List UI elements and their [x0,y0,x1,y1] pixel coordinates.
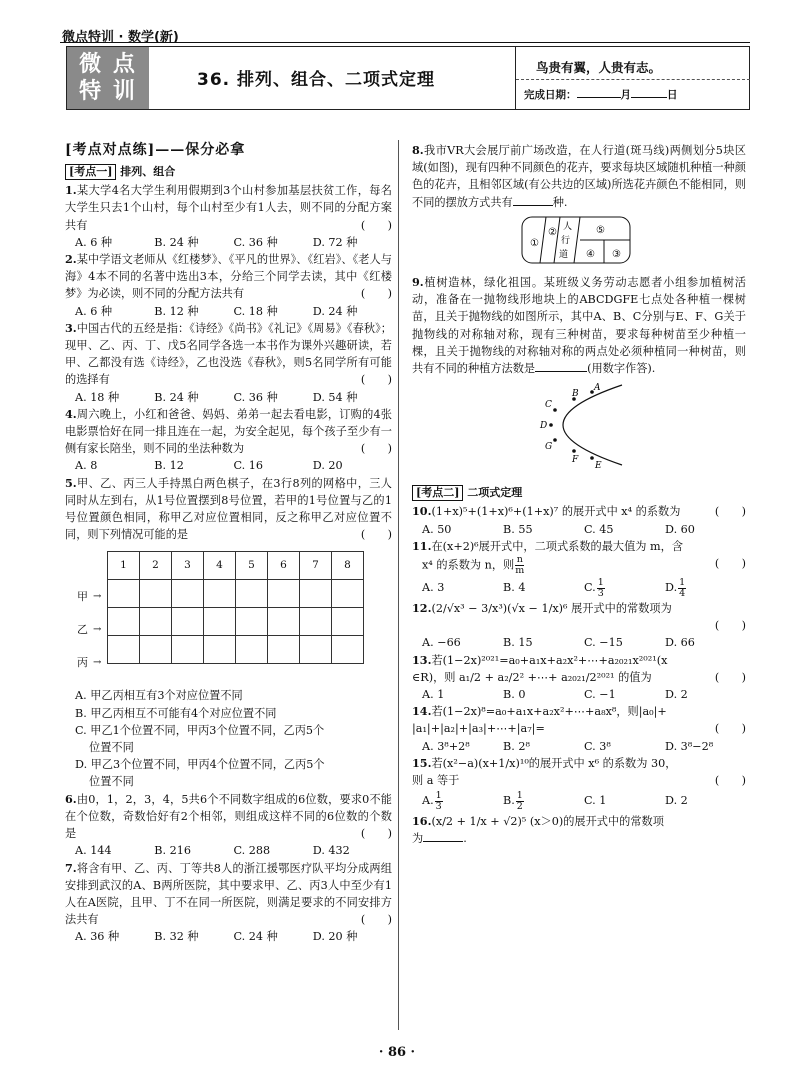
q2-option-d[interactable]: D. 24 种 [312,304,358,318]
q11-option-a[interactable]: A. 3 [422,581,445,595]
section-title: [考点对点练]——保分必拿 [65,142,246,158]
q10-option-b[interactable]: B. 55 [503,522,533,536]
grid-row-yi [108,608,364,636]
q6-answer-paren[interactable]: ( ) [360,827,392,841]
q4-number: 4. [65,406,77,421]
q15-number: 15. [412,755,432,770]
question-1 [65,182,392,251]
q13-option-a[interactable]: A. 1 [422,688,445,702]
region-4-label: ④ [586,248,595,260]
grid-header-row [108,552,364,580]
q10-option-c[interactable]: C. 45 [584,522,614,536]
q11-frac-numerator: n [516,554,523,566]
q11-text-2: x⁴ 的系数为 n，则 [422,558,515,572]
q13-answer-paren[interactable]: ( ) [714,670,746,684]
q12-option-d[interactable]: D. 66 [665,636,695,650]
title-banner [66,46,750,110]
q4-option-c[interactable]: C. 16 [233,459,264,473]
row-arrow-icon: → [93,591,102,603]
q4-option-d[interactable]: D. 20 [312,459,343,473]
q5-option-a[interactable]: A. 甲乙丙相互有3个对应位置不同 [75,689,243,703]
question-6 [65,791,392,860]
q10-text: (1+x)⁵+(1+x)⁶+(1+x)⁷ 的展开式中 x⁴ 的系数为 [431,505,681,519]
date-label: 完成日期： [524,89,577,101]
point-1-tag: [考点一] [65,164,116,180]
q12-answer-paren[interactable]: ( ) [714,619,746,633]
badge-line-2: 特 训 [79,79,137,104]
q7-text: 将含有甲、乙、丙、丁等共8人的浙江援鄂医疗队平均分成两组安排到武汉的A、B两所医院，其中要求甲、乙、丙3人中至少有1人在A医院，且甲、丁不在同一所医院，则满足要求的不同安排方法共有 [65,861,392,927]
q5-option-c[interactable]: C. 甲乙1个位置不同，甲丙3个位置不同，乙丙5个 [75,723,325,737]
point-c-label: C [545,400,552,411]
q7-option-a[interactable]: A. 36 种 [75,930,120,944]
q9-tail: (用数字作答). [587,362,656,376]
q15-a-num: 1 [435,789,442,801]
q14-answer-paren[interactable]: ( ) [714,722,746,736]
q2-option-a[interactable]: A. 6 种 [75,304,113,318]
q15-text-2: 则 a 等于 [412,774,460,788]
q8-region-figure [520,215,632,265]
q5-option-d[interactable]: D. 甲乙3个位置不同，甲丙4个位置不同，乙丙5个 [75,758,325,772]
q11-option-d[interactable] [665,576,746,600]
q11-d-num: 1 [679,576,686,588]
question-14 [412,703,746,755]
row-label-yi: 乙 [77,623,88,637]
column-divider [398,140,399,1030]
q14-number: 14. [412,704,432,719]
q2-option-c[interactable]: C. 18 种 [233,304,278,318]
q9-text: 植树造林，绿化祖国。某班级义务劳动志愿者小组参加植树活动，准备在一抛物线形地块上的ABCDGFE七点处各种植一棵树苗，且关于抛物线的如图所示，其中A、B、C分别与E、F、G关于抛物线的对称轴对称，现有三种树苗，要求每种树苗至少种植一棵，且关于抛物线的对称轴对称的两点处必须种植同一种树苗，则共有不同的种植方法数是 [412,276,746,376]
q15-option-b[interactable] [503,789,584,813]
point-2-heading [412,482,746,503]
q6-option-a[interactable]: A. 144 [75,844,112,858]
q4-answer-paren[interactable]: ( ) [360,442,392,456]
q7-number: 7. [65,860,77,875]
region-3-label: ③ [612,248,621,260]
q15-text-1: 若(x²−a)(x+1/x)¹⁰的展开式中 x⁶ 的系数为 30， [431,756,677,770]
q1-number: 1. [65,183,77,198]
q7-answer-paren[interactable]: ( ) [360,913,392,927]
section-badge [67,47,149,109]
q14-text-1: 若(1−2x)⁸=a₀+a₁x+a₂x²+⋯+a₈x⁸，则|a₀|+ [431,705,667,719]
q2-answer-paren[interactable]: ( ) [360,287,392,301]
q5-grid [107,551,364,664]
q9-number: 9. [412,275,424,290]
q16-text-1: (x/2 + 1/x + √2)⁵ (x＞0)的展开式中的常数项 [431,815,664,829]
q5-option-b[interactable]: B. 甲乙丙相互不可能有4个对应位置不同 [75,706,277,720]
q15-b-den: 2 [516,800,523,812]
question-10 [412,503,746,537]
question-3 [65,320,392,406]
q12-option-c[interactable]: C. −15 [584,636,623,650]
q15-b-prefix: B. [503,794,515,808]
q14-option-b[interactable]: B. 2⁸ [503,739,530,753]
q1-option-c[interactable]: C. 36 种 [233,235,278,249]
q12-number: 12. [412,601,432,616]
q5-number: 5. [65,475,77,490]
q14-option-a[interactable]: A. 3⁸+2⁸ [422,739,470,753]
q6-options [65,842,392,859]
q9-parabola-figure [522,379,632,471]
q10-option-a[interactable]: A. 50 [422,522,452,536]
q13-text-1: 若(1−2x)²⁰²¹=a₀+a₁x+a₂x²+⋯+a₂₀₂₁x²⁰²¹(x [431,653,668,667]
q11-d-prefix: D. [665,581,678,595]
running-head: 微点特训 · 数学(新) [62,30,179,45]
row-label-jia: 甲 [77,590,88,604]
q11-fraction [515,555,524,576]
q13-option-b[interactable]: B. 0 [503,688,526,702]
q1-options [65,234,392,251]
grid-col-8: 8 [332,552,364,580]
q8-tail: 种. [552,195,568,209]
question-15 [412,755,746,813]
q11-c-prefix: C. [584,581,596,595]
q15-options [412,789,746,813]
q7-options [65,928,392,945]
q9-answer-blank[interactable] [535,361,587,372]
region-1-label: ① [530,237,539,249]
q8-text: 我市VR大会展厅前广场改造，在人行道(斑马线)两侧划分5块区域(如图)，现有四种不同颜色的花卉，要求每块区域随机种植一种颜色的花卉，且相邻区域(有公共边的区域)所选花卉颜色不能相同，则不同的摆放方式共有 [412,144,746,209]
point-1-name: 排列、组合 [120,165,176,179]
q14-options [412,738,746,755]
left-column [65,142,392,946]
q6-option-b[interactable]: B. 216 [154,844,191,858]
row-arrow-icon: → [93,624,102,636]
point-d-label: D [540,421,548,432]
question-8 [412,142,746,274]
q2-text: 某中学语文老师从《红楼梦》、《平凡的世界》、《红岩》、《老人与海》4本不同的名著中选出3本，分给三个同学去读，其中《红楼梦》为必读，则不同的分配方法共有 [65,253,392,301]
q1-option-d[interactable]: D. 72 种 [312,235,358,249]
q14-text-2: |a₁|+|a₂|+|a₃|+⋯+|a₇|= [412,722,545,736]
q12-option-a[interactable]: A. −66 [422,636,461,650]
q10-answer-paren[interactable]: ( ) [714,505,746,519]
grid-col-3: 3 [172,552,204,580]
motto: 鸟贵有翼，人贵有志。 [536,60,662,75]
q15-a-fraction [435,791,443,812]
q12-text: 展开式中的常数项为 [571,602,672,616]
q16-tail: . [463,832,467,846]
point-g-label: G [545,442,553,453]
q11-number: 11. [412,538,432,553]
crosswalk-label-2: 行 [561,235,571,246]
q10-options [412,521,746,538]
q13-option-d[interactable]: D. 2 [665,688,688,702]
q1-answer-paren[interactable]: ( ) [360,218,392,232]
q3-options [65,389,392,406]
grid-row-bing [108,636,364,664]
day-label: 日 [667,89,678,101]
question-13 [412,652,746,704]
q11-d-den: 4 [679,587,686,599]
q5-answer-paren[interactable]: ( ) [360,528,392,542]
q10-number: 10. [412,504,432,519]
point-2-tag: [考点二] [412,485,463,501]
point-1-heading [65,161,392,182]
q13-options [412,686,746,703]
day-blank[interactable] [631,87,667,98]
q16-text-2: 为 [412,832,424,846]
month-label: 月 [620,89,631,101]
header-rule [60,42,750,43]
grid-col-6: 6 [268,552,300,580]
q11-option-b[interactable]: B. 4 [503,581,526,595]
q5-option-c-cont: 位置不同 [89,741,134,755]
q11-d-fraction [678,578,686,599]
month-blank[interactable] [577,87,621,98]
grid-col-5: 5 [236,552,268,580]
q11-option-c[interactable] [584,576,665,600]
q11-frac-denominator: m [515,565,525,577]
q6-text: 由0，1，2，3，4，5共6个不同数字组成的6位数，要求0不能在个位数，奇数恰好有2个相邻，则组成这样不同的6位数的个数是 [65,792,392,841]
right-column [412,142,746,848]
question-4 [65,406,392,475]
q15-a-den: 3 [435,800,442,812]
q14-option-c[interactable]: C. 3⁸ [584,739,611,753]
motto-separator [516,79,750,80]
q5-grid-figure [65,551,392,679]
q11-answer-paren[interactable]: ( ) [714,557,746,571]
q8-answer-blank[interactable] [513,195,553,206]
page-title: 36. 排列、组合、二项式定理 [197,70,436,90]
q8-number: 8. [412,143,424,157]
q4-option-b[interactable]: B. 12 [154,459,184,473]
q7-option-d[interactable]: D. 20 种 [312,930,358,944]
q3-option-c[interactable]: C. 36 种 [233,390,278,404]
question-2 [65,251,392,320]
q12-options [412,634,746,651]
point-e-label: E [595,461,602,472]
region-5-label: ⑤ [596,224,605,236]
q15-a-prefix: A. [422,794,434,808]
grid-col-1: 1 [108,552,140,580]
region-2-label: ② [548,226,557,238]
q1-option-b[interactable]: B. 24 种 [154,235,199,249]
q11-c-num: 1 [597,576,604,588]
q15-b-fraction [516,791,524,812]
point-a-label: A [594,383,601,394]
q3-option-d[interactable]: D. 54 种 [312,390,358,404]
row-label-bing: 丙 [77,656,88,670]
point-2-name: 二项式定理 [467,486,523,500]
crosswalk-label-3: 道 [559,249,569,260]
q6-option-c[interactable]: C. 288 [233,844,271,858]
page-number: · 86 · [378,1045,416,1060]
q13-number: 13. [412,652,432,667]
completion-date [524,87,678,102]
question-16 [412,813,746,847]
question-5 [65,475,392,791]
q4-option-a[interactable]: A. 8 [75,459,98,473]
q15-answer-paren[interactable]: ( ) [714,774,746,788]
q15-b-num: 1 [516,789,523,801]
q2-number: 2. [65,252,77,267]
q15-option-c[interactable]: C. 1 [584,794,607,808]
q1-text: 某大学4名大学生利用假期到3个山村参加基层扶贫工作，每名大学生只去1个山村，每个山村至少有1人去，则不同的分配方案共有 [65,184,392,232]
q1-option-a[interactable]: A. 6 种 [75,235,113,249]
grid-row-jia [108,580,364,608]
question-9 [412,274,746,482]
q3-number: 3. [65,320,77,335]
q6-option-d[interactable]: D. 432 [312,844,350,858]
point-f-label: F [572,455,579,466]
q5-option-d-cont: 位置不同 [89,775,134,789]
q15-option-a[interactable] [422,789,503,813]
q11-c-fraction [597,578,605,599]
q16-answer-blank[interactable] [423,831,463,842]
q10-option-d[interactable]: D. 60 [665,522,695,536]
q12-expression: (2/√x³ − 3/x³)(√x − 1/x)⁶ [431,602,568,616]
q4-text: 周六晚上，小红和爸爸、妈妈、弟弟一起去看电影，订购的4张电影票恰好在同一排且连在一起，为安全起见，每个孩子至少有一侧有家长陪坐，则不同的坐法种数为 [65,407,392,456]
q11-options [412,576,746,600]
q3-text: 中国古代的五经是指：《诗经》《尚书》《礼记》《周易》《春秋》；现甲、乙、丙、丁、戊5名同学各选一本书作为课外兴趣研读，若甲、乙都没有选《诗经》，乙也没选《春秋》，则5名同学所有可能的选择有 [65,321,392,387]
q13-text-2: ∈R)，则 a₁/2 + a₂/2² +⋯+ a₂₀₂₁/2²⁰²¹ 的值为 [412,670,652,684]
q2-option-b[interactable]: B. 12 种 [154,304,199,318]
q11-text-1: 在(x+2)⁶展开式中，二项式系数的最大值为 m，含 [431,539,684,553]
grid-col-2: 2 [140,552,172,580]
motto-box [515,47,750,109]
q7-option-c[interactable]: C. 24 种 [233,930,278,944]
badge-line-1: 微 点 [79,52,137,77]
row-arrow-icon: → [93,657,102,669]
crosswalk-label-1: 人 [563,221,573,232]
q3-option-a[interactable]: A. 18 种 [75,390,120,404]
q3-answer-paren[interactable]: ( ) [360,373,392,387]
q5-text: 甲、乙、丙三人手持黑白两色棋子，在3行8列的网格中，三人同时从左到右，从1号位置摆到8号位置，若甲的1号位置与乙的1号位置颜色相同，称甲乙对应位置相同，反之称甲乙对应位置不同，则下列情况可能的是 [65,476,392,542]
question-7 [65,860,392,946]
question-11 [412,538,746,600]
q12-option-b[interactable]: B. 15 [503,636,533,650]
q14-option-d[interactable]: D. 3⁸−2⁸ [665,739,714,753]
q6-number: 6. [65,791,77,806]
q3-option-b[interactable]: B. 24 种 [154,390,199,404]
q13-option-c[interactable]: C. −1 [584,688,616,702]
grid-col-7: 7 [300,552,332,580]
point-b-label: B [572,389,579,400]
q7-option-b[interactable]: B. 32 种 [154,930,199,944]
grid-col-4: 4 [204,552,236,580]
q4-options [65,457,392,474]
q16-number: 16. [412,814,432,829]
q2-options [65,303,392,320]
q11-c-den: 3 [597,587,604,599]
q15-option-d[interactable]: D. 2 [665,794,688,808]
question-12 [412,600,746,652]
